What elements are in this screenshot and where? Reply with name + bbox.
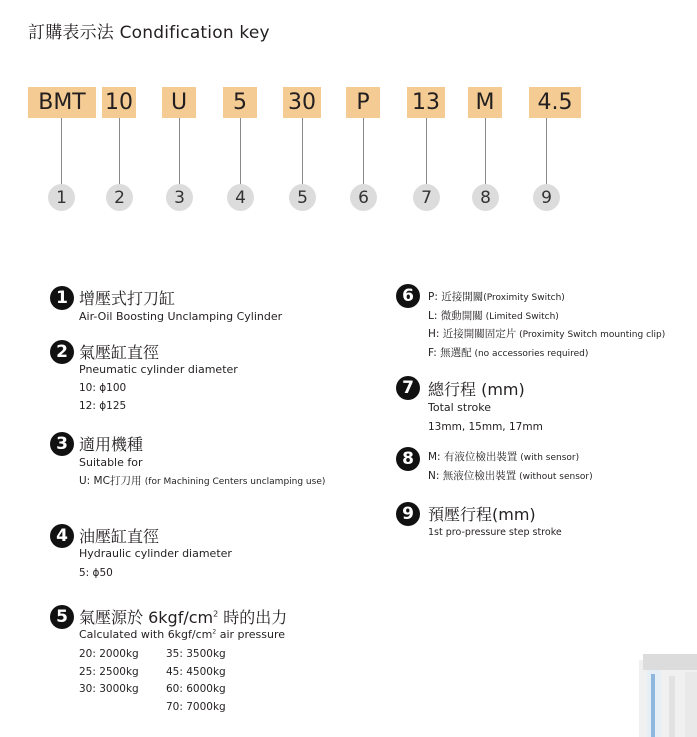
section-3-heading: 適用機種 — [79, 435, 144, 454]
option-main: U: MC打刀用 — [79, 475, 142, 487]
section-number-3: 3 — [50, 432, 74, 456]
section-1-subtitle: Air-Oil Boosting Unclamping Cylinder — [79, 310, 283, 323]
force-line: 20: 2000kg — [79, 648, 139, 660]
heading-text: 時的出力 — [218, 608, 288, 627]
option-line — [428, 468, 593, 487]
subtitle-sup: 2 — [212, 628, 217, 636]
section-4-subtitle: Hydraulic cylinder diameter — [79, 547, 232, 560]
code-box-4: 5 — [223, 87, 257, 118]
connector-line — [61, 118, 62, 184]
section-2-heading: 氣壓缸直徑 — [79, 343, 160, 362]
option-line: 5: ϕ50 — [79, 567, 113, 579]
section-7-heading: 總行程 (mm) — [428, 380, 525, 399]
option-main: P: 近接開關 — [428, 291, 484, 303]
connector-line — [179, 118, 180, 184]
number-circle-4: 4 — [227, 184, 254, 211]
option-line — [428, 345, 665, 364]
connector-line — [426, 118, 427, 184]
option-line — [428, 289, 665, 308]
number-circle-7: 7 — [413, 184, 440, 211]
connector-line — [485, 118, 486, 184]
option-main: H: 近接開關固定片 — [428, 328, 517, 340]
code-box-6: P — [346, 87, 380, 118]
option-line: 10: ϕ100 — [79, 382, 127, 394]
code-box-5: 30 — [283, 87, 321, 118]
option-note: (Limited Switch) — [482, 311, 559, 322]
section-7-subtitle: Total stroke — [428, 401, 491, 414]
code-box-9: 4.5 — [529, 87, 581, 118]
code-box-8: M — [468, 87, 502, 118]
section-5-subtitle — [79, 628, 285, 641]
option-line: 13mm, 15mm, 17mm — [428, 421, 543, 433]
force-line: 25: 2500kg — [79, 665, 139, 678]
number-circle-6: 6 — [350, 184, 377, 211]
number-circle-9: 9 — [533, 184, 560, 211]
connector-line — [546, 118, 547, 184]
option-note: (Proximity Switch) — [483, 293, 565, 303]
code-box-3: U — [162, 87, 196, 118]
option-main: L: 微動開關 — [428, 309, 483, 322]
connector-line — [119, 118, 120, 184]
code-box-2: 10 — [102, 87, 136, 118]
section-9-subtitle: 1st pro-pressure step stroke — [428, 527, 562, 538]
section-number-4: 4 — [50, 524, 74, 548]
option-line — [428, 326, 665, 345]
section-number-2: 2 — [50, 340, 74, 364]
section-1-heading: 增壓式打刀缸 — [79, 289, 176, 308]
option-note: (no accessories required) — [471, 348, 589, 359]
force-line: 45: 4500kg — [166, 665, 226, 678]
number-circle-5: 5 — [289, 184, 316, 211]
subtitle-text: air pressure — [216, 628, 286, 641]
number-circle-1: 1 — [48, 184, 75, 211]
section-5-column-1 — [79, 646, 139, 699]
heading-text: 氣壓源於 6kgf/cm — [79, 608, 214, 627]
option-note: (Proximity Switch mounting clip) — [516, 330, 666, 340]
option-line — [428, 308, 665, 327]
section-7-options — [428, 419, 543, 437]
code-box-7: 13 — [407, 87, 445, 118]
number-circle-3: 3 — [166, 184, 193, 211]
section-2-options — [79, 380, 126, 415]
section-6-options — [428, 289, 665, 363]
option-main: M: 有液位檢出裝置 — [428, 451, 518, 463]
section-4-options — [79, 565, 113, 583]
section-number-5: 5 — [50, 605, 74, 629]
page-title: 訂購表示法 Condification key — [28, 23, 270, 43]
option-main: N: 無液位檢出裝置 — [428, 469, 517, 482]
option-main: F: 無選配 — [428, 346, 472, 359]
section-4-heading: 油壓缸直徑 — [79, 527, 160, 546]
force-line: 70: 7000kg — [166, 700, 226, 713]
connector-line — [240, 118, 241, 184]
section-3-subtitle: Suitable for — [79, 456, 143, 469]
section-2-subtitle: Pneumatic cylinder diameter — [79, 363, 238, 376]
section-number-1: 1 — [50, 286, 74, 310]
option-note: (for Machining Centers unclamping use) — [144, 477, 326, 487]
option-line — [428, 449, 593, 468]
heading-sup: 2 — [213, 609, 219, 619]
section-3-option — [79, 473, 325, 492]
subtitle-text: Calculated with 6kgf/cm — [79, 628, 213, 641]
option-line: 12: ϕ125 — [79, 399, 127, 412]
section-number-8: 8 — [396, 447, 420, 471]
force-line: 35: 3500kg — [166, 648, 226, 660]
option-note: (without sensor) — [516, 471, 593, 482]
section-number-7: 7 — [396, 376, 420, 400]
force-line: 30: 3000kg — [79, 683, 139, 695]
product-image — [633, 650, 697, 737]
section-number-6: 6 — [396, 284, 420, 308]
section-number-9: 9 — [396, 502, 420, 526]
number-circle-8: 8 — [472, 184, 499, 211]
number-circle-2: 2 — [106, 184, 133, 211]
code-box-1: BMT — [28, 87, 96, 118]
section-5-heading — [79, 605, 287, 628]
connector-line — [363, 118, 364, 184]
connector-line — [302, 118, 303, 184]
force-line: 60: 6000kg — [166, 683, 226, 695]
option-note: (with sensor) — [517, 453, 580, 463]
section-9-heading: 預壓行程(mm) — [428, 505, 536, 524]
section-8-options — [428, 449, 593, 486]
section-5-column-2 — [166, 646, 226, 716]
